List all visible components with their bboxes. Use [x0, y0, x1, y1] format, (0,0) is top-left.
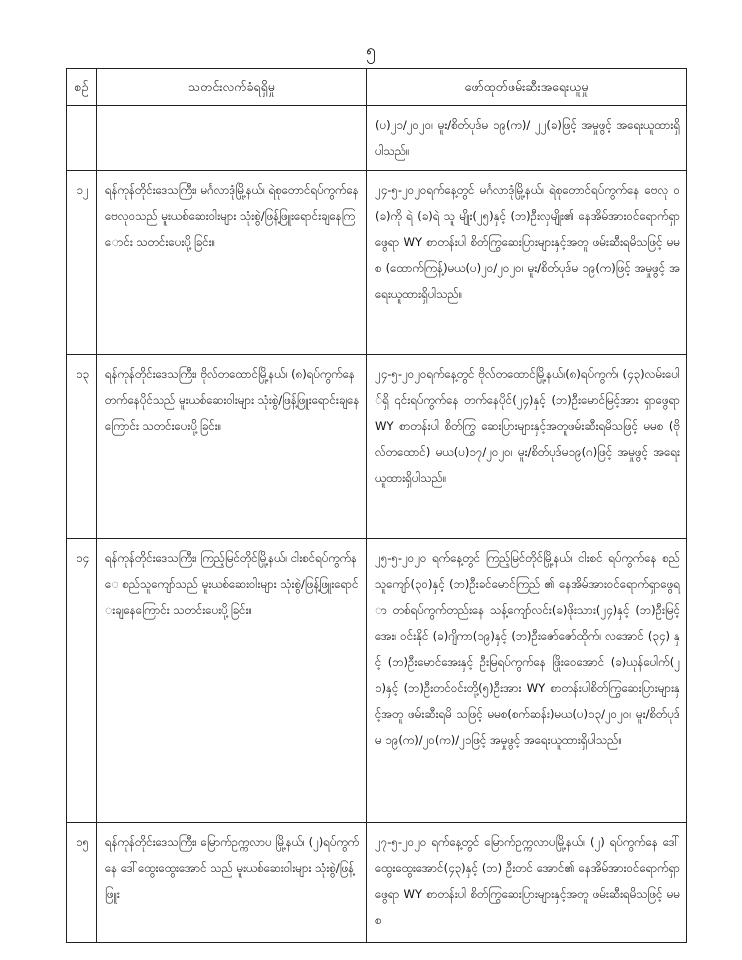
action-cell: ၂၅-၅-၂၀၂၀ ရက်နေ့တွင် ကြည့်မြင်တိုင်မြို့နယ်၊ ငါးစင် ရပ်ကွက်နေ စည်သူကျော်(၃၀)နှင့် (ဘ)ဦးခင်မောင်ကြည် ၏ နေအိမ်အားဝင်ရောက်ရှာဖွေရာ တစ်ရပ်ကွက်တည်းနေ သန့်ကျော်လင်း(ခ)ဖိုးသား(၂၄)နှင့် (ဘ)ဦးမြင့်အေး၊ ဝင်းနိုင် (ခ)ဂျိကာ(၁၉)နှင့် (ဘ)ဦးဇော်ဇော်ထိုက်၊ လအောင် (၃၄) နှင့် (ဘ)ဦးမောင်အေးနှင့် ဦးမြရပ်ကွက်နေ ဖြိုးဝေအောင် (ခ)ယုန်ပေါက်(၂၁)နှင့် (ဘ)ဦးတင်ဝင်းတို့(၅)ဦးအား WY စာတန်းပါစိတ်ကြွဆေးပြားများနှင့်အတူ ဖမ်းဆီးရမိ သဖြင့် မမစ(စက်ဆန်း)မယ(ပ)၁၃/၂၀၂၀၊ မူး/စိတ်ပုဒ်မ ၁၉(က)/၂၀(က)/၂၁ဖြင့် အမှုဖွင့် အရေးယူထားရှိပါသည်။ [367, 539, 687, 823]
row-number: ၁၃ [67, 355, 97, 539]
action-cell: ၂၇-၅-၂၀၂၀ ရက်နေ့တွင် မြောက်ဥက္ကလာပမြို့နယ်၊ (၂) ရပ်ကွက်နေ ဒေါ်ထွေးထွေးအောင်(၄၃)နှင့် (ဘ) ဦးတင် အောင်၏ နေအိမ်အားဝင်ရောက်ရှာဖွေရာ WY စာတန်းပါ စိတ်ကြွဆေးပြားများနှင့်အတူ ဖမ်းဆီးရမိသဖြင့် မမစ [367, 823, 687, 943]
table-row [67, 106, 687, 171]
info-cell: ရန်ကုန်တိုင်းဒေသကြီး၊ မြောက်ဥက္ကလာပ မြို့နယ်၊ (၂)ရပ်ကွက်နေ ဒေါ်ထွေးထွေးအောင် သည် မူးယစ်ဆေးဝါးများ သုံးစွဲ/ဖြန့်ဖြူး [97, 823, 367, 943]
row-number: ၁၄ [67, 539, 97, 823]
header-action: ဖော်ထုတ်ဖမ်းဆီးအရေးယူမှု [367, 69, 687, 106]
info-cell: ရန်ကုန်တိုင်းဒေသကြီး၊ ဗိုလ်တထောင်မြို့နယ်၊ (၈)ရပ်ကွက်နေ တက်နေပိုင်သည် မူးယစ်ဆေးဝါးများ သုံးစွဲ/ဖြန့်ဖြူးရောင်းချနေကြောင်း သတင်းပေးပို့ခြင်း။ [97, 355, 367, 539]
header-info: သတင်းလက်ခံရရှိမှု [97, 69, 367, 106]
table-row [67, 823, 687, 943]
action-cell: (ပ)၂၁/၂၀၂၀၊ မူး/စိတ်ပုဒ်မ ၁၉(က)/ ၂၂(ခ)ဖြင့် အမှုဖွင့် အရေးယူထားရှိပါသည်။ [367, 106, 687, 171]
header-no: စဉ် [67, 69, 97, 106]
info-cell [97, 106, 367, 171]
row-number: ၁၂ [67, 171, 97, 355]
row-number [67, 106, 97, 171]
table-row [67, 171, 687, 355]
row-number: ၁၅ [67, 823, 97, 943]
info-cell: ရန်ကုန်တိုင်းဒေသကြီး၊ ကြည့်မြင်တိုင်မြို့နယ်၊ ငါးစင်ရပ်ကွက်နေ စည်သူကျော်သည် မူးယစ်ဆေးဝါးများ သုံးစွဲ/ဖြန့်ဖြူးရောင်းချနေကြောင်း သတင်းပေးပို့ခြင်း။ [97, 539, 367, 823]
table-row [67, 355, 687, 539]
action-cell: ၂၄-၅-၂၀၂၀ရက်နေ့တွင် ဗိုလ်တထောင်မြို့နယ်၊(၈)ရပ်ကွက်၊ (၄၃)လမ်းပေါ်ရှိ ၎င်းရပ်ကွက်နေ တက်နေပိုင်(၂၄)နှင့် (ဘ)ဦးမောင်မြင့်အား ရှာဖွေရာ WY စာတန်းပါ စိတ်ကြွ ဆေးပြားများနှင့်အတူဖမ်းဆီးရမိသဖြင့် မမစ (ဗိုလ်တထောင်) မယ(ပ)၁၇/၂၀၂၀၊ မူး/စိတ်ပုဒ်မ၁၉(ဂ)ဖြင့် အမှုဖွင့် အရေးယူထားရှိပါသည်။ [367, 355, 687, 539]
page-number: ၅ [365, 40, 377, 61]
records-table [66, 68, 687, 943]
table-header-row [67, 69, 687, 106]
action-cell: ၂၄-၅-၂၀၂၀ရက်နေ့တွင် မင်္ဂလာဒုံမြို့နယ်၊ ရဲစုတောင်ရပ်ကွက်နေ ဗေလု ဝ(ခ)ကို ရဲ (ခ)ရဲ သူ မျိုး(၂၅)နှင့် (ဘ)ဦးလှမျိုး၏ နေအိမ်အားဝင်ရောက်ရှာဖွေရာ WY စာတန်းပါ စိတ်ကြွဆေးပြားများနှင့်အတူ ဖမ်းဆီးရမိသဖြင့် မမစ (ထောက်ကြန့်)မယ(ပ)၂၀/၂၀၂၀၊ မူး/စိတ်ပုဒ်မ ၁၉(က)ဖြင့် အမှုဖွင့် အရေးယူထားရှိပါသည်။ [367, 171, 687, 355]
info-cell: ရန်ကုန်တိုင်းဒေသကြီး၊ မင်္ဂလာဒုံမြို့နယ်၊ ရဲစုတောင်ရပ်ကွက်နေ ဗေလုဝသည် မူးယစ်ဆေးဝါးများ သုံးစွဲ/ဖြန့်ဖြူးရောင်းချနေကြောင်း သတင်းပေးပို့ခြင်း။ [97, 171, 367, 355]
table-row [67, 539, 687, 823]
